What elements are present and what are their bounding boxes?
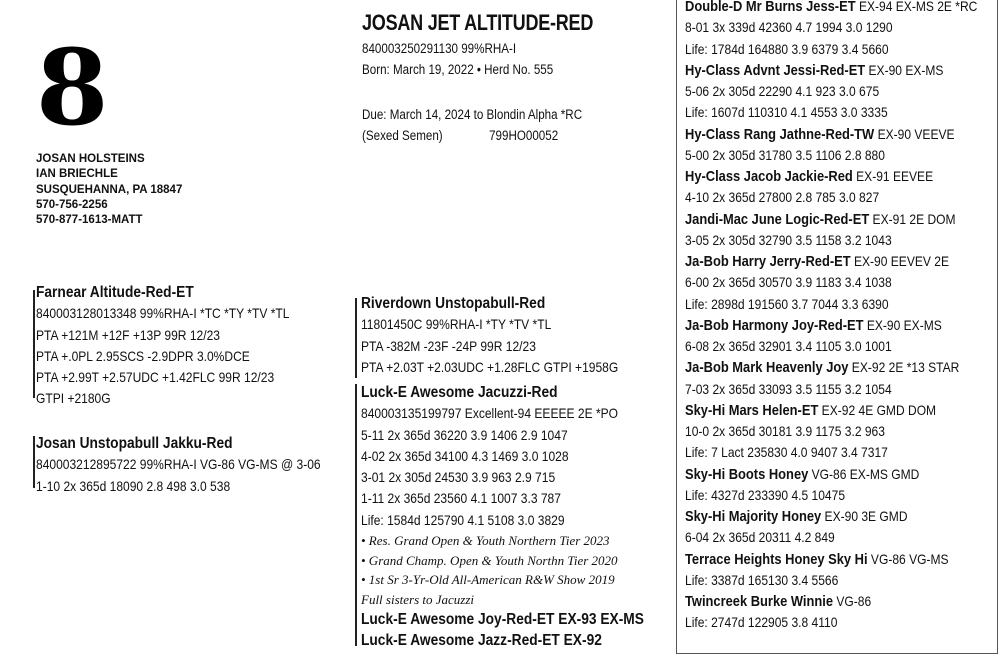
animal-born: Born: March 19, 2022 • Herd No. 555 [362, 62, 554, 77]
sire-line: Farnear Altitude-Red-ET [36, 284, 194, 301]
ancestor-record-line: 7-03 2x 365d 33093 3.5 1155 3.2 1054 [685, 380, 892, 397]
granddam-block [361, 382, 690, 652]
granddam-line: 4-02 2x 365d 34100 4.3 1469 3.0 1028 [361, 447, 569, 464]
ancestor-name: Ja-Bob Harry Jerry-Red-ET [685, 253, 851, 270]
ancestor-classification: EX-94 EX-MS 2E *RC [855, 0, 978, 14]
granddam-line: Luck-E Awesome Joy-Red-ET EX-93 EX-MS [361, 611, 644, 629]
sexed-label: (Sexed Semen) [362, 128, 443, 143]
ancestor-name-line [685, 251, 977, 272]
ancestor-name: Sky-Hi Boots Honey [685, 465, 809, 483]
ancestor-classification: EX-90 EEVEV 2E [850, 253, 949, 269]
sire-block [36, 282, 331, 410]
ancestor-record-line: 5-06 2x 305d 22290 4.1 923 3.0 675 [685, 83, 880, 99]
ancestor-name-line [685, 464, 977, 485]
granddam-line: Life: 1584d 125790 4.1 5108 3.0 3829 [361, 511, 565, 528]
ancestor-classification: EX-91 2E DOM [869, 210, 956, 227]
ancestor-classification: VG-86 [833, 593, 872, 609]
ancestor-record-line: Life: 3387d 165130 3.4 5566 [685, 571, 839, 588]
granddam-line: 3-01 2x 305d 24530 3.9 963 2.9 715 [361, 469, 556, 486]
ancestor-classification: EX-92 4E GMD DOM [818, 401, 937, 418]
ancestor-record-line: 5-00 2x 305d 31780 3.5 1106 2.8 880 [685, 146, 885, 163]
ancestor-name-line [685, 591, 977, 612]
animal-name-text: JOSAN JET ALTITUDE-RED [362, 10, 594, 35]
ancestor-classification: VG-86 EX-MS GMD [808, 465, 920, 482]
ancestor-name-line [685, 400, 977, 421]
granddam-line: Luck-E Awesome Jazz-Red-ET EX-92 [361, 632, 602, 650]
ancestor-name: Hy-Class Rang Jathne-Red-TW [685, 125, 875, 143]
sire-line: PTA +121M +12F +13P 99R 12/23 [36, 326, 220, 343]
ancestor-classification: EX-90 VEEVE [874, 125, 955, 142]
due-info [362, 104, 618, 146]
ancestor-name: Sky-Hi Mars Helen-ET [685, 401, 819, 419]
animal-name [362, 10, 644, 36]
ancestor-record-line: 6-00 2x 365d 30570 3.9 1183 3.4 1038 [685, 274, 892, 291]
sire-line: 840003128013348 99%RHA-I *TC *TY *TV *TL [36, 305, 290, 322]
maternal-sire-line: 11801450C 99%RHA-I *TY *TV *TL [361, 316, 552, 333]
ancestor-name-line [685, 60, 977, 81]
ancestor-name: Hy-Class Jacob Jackie-Red [685, 168, 853, 185]
ancestor-name: Double-D Mr Burns Jess-ET [685, 0, 856, 15]
lot-number: 8 [36, 26, 109, 149]
ancestor-record-line: 8-01 3x 339d 42360 4.7 1994 3.0 1290 [685, 19, 893, 36]
ancestor-name: Twincreek Burke Winnie [685, 593, 834, 610]
sire-line: GTPI +2180G [36, 390, 111, 407]
consignor-phone-2: 570-877-1613-MATT [36, 214, 143, 227]
ancestor-name: Sky-Hi Majority Honey [685, 508, 822, 525]
maternal-sire-line: PTA -382M -23F -24P 99R 12/23 [361, 337, 536, 354]
dam-block [36, 433, 367, 497]
ancestor-classification: EX-90 3E GMD [821, 508, 908, 524]
granddam-line: 5-11 2x 365d 36220 3.9 1406 2.9 1047 [361, 426, 568, 443]
sire-line: PTA +2.99T +2.57UDC +1.42FLC 99R 12/23 [36, 369, 275, 386]
maternal-sire-block [361, 293, 660, 378]
consignor-farm: JOSAN HOLSTEINS [36, 153, 145, 165]
ancestor-record-line: 6-04 2x 365d 20311 4.2 849 [685, 529, 835, 546]
ancestor-classification: EX-92 2E *13 STAR [848, 359, 960, 376]
ancestor-record-line: Life: 1784d 164880 3.9 6379 3.4 5660 [685, 40, 889, 57]
service-sire-reg: 799HO00052 [489, 128, 559, 143]
ancestor-record-line: Life: 7 Lact 235830 4.0 9407 3.4 7317 [685, 444, 888, 461]
granddam-line: 1-11 2x 365d 23560 4.1 1007 3.3 787 [361, 490, 561, 507]
sire-bracket [33, 290, 35, 398]
granddam-line: 840003135199797 Excellent-94 EEEEE 2E *PO [361, 405, 619, 422]
consignor-info [36, 152, 182, 228]
ancestor-name-line [685, 506, 977, 527]
granddam-line: • Res. Grand Open & Youth Northern Tier 2023 [361, 533, 610, 549]
ancestor-record-line: Life: 4327d 233390 4.5 10475 [685, 486, 846, 503]
ancestor-classification: EX-90 EX-MS [865, 61, 944, 78]
maternal-line-box [676, 0, 998, 654]
maternal-sire-line: PTA +2.03T +2.03UDC +1.28FLC GTPI +1958G [361, 358, 619, 375]
ancestor-name-line [685, 166, 977, 187]
ancestor-name: Terrace Heights Honey Sky Hi [685, 550, 868, 568]
ancestor-record-line: 3-05 2x 305d 32790 3.5 1158 3.2 1043 [685, 231, 892, 248]
ancestor-name-line [685, 357, 977, 378]
consignor-phone: 570-756-2256 [36, 198, 108, 211]
ancestor-classification: EX-90 EX-MS [863, 316, 942, 333]
animal-meta [362, 38, 584, 80]
dam-line: Josan Unstopabull Jakku-Red [36, 435, 233, 452]
consignor-address: SUSQUEHANNA, PA 18847 [36, 183, 183, 196]
granddam-line: • 1st Sr 3-Yr-Old All-American R&W Show 2019 [361, 572, 615, 588]
granddam-line: Luck-E Awesome Jacuzzi-Red [361, 384, 558, 401]
ancestor-name: Hy-Class Advnt Jessi-Red-ET [685, 61, 866, 79]
ancestor-record-line: Life: 2747d 122905 3.8 4110 [685, 614, 838, 631]
dam-line: 1-10 2x 365d 18090 2.8 498 3.0 538 [36, 477, 231, 494]
ancestor-name-line [685, 315, 977, 336]
ancestor-name-line [685, 0, 977, 17]
granddam-line: • Grand Champ. Open & Youth Northn Tier 2020 [361, 552, 618, 568]
consignor-owner: IAN BRIECHLE [36, 168, 118, 181]
maternal-sire-line: Riverdown Unstopabull-Red [361, 295, 546, 312]
granddam-bracket [355, 384, 357, 646]
ancestor-classification: VG-86 VG-MS [867, 550, 949, 567]
ancestor-name: Ja-Bob Harmony Joy-Red-ET [685, 316, 864, 334]
ancestor-record-line: Life: 1607d 110310 4.1 4553 3.0 3335 [685, 104, 888, 121]
ancestor-classification: EX-91 EEVEE [852, 168, 934, 184]
ancestor-name: Jandi-Mac June Logic-Red-ET [685, 210, 870, 228]
ancestor-record-line: 6-08 2x 365d 32901 3.4 1105 3.0 1001 [685, 338, 892, 354]
sexed-semen [362, 125, 582, 146]
ancestor-record-line: 4-10 2x 365d 27800 2.8 785 3.0 827 [685, 189, 880, 206]
maternal-sire-bracket [355, 298, 357, 378]
animal-id: 840003250291130 99%RHA-I [362, 41, 517, 56]
ancestor-name-line [685, 209, 977, 230]
maternal-line-list [685, 0, 1000, 634]
ancestor-name: Ja-Bob Mark Heavenly Joy [685, 359, 849, 377]
due-date: Due: March 14, 2024 to Blondin Alpha *RC [362, 107, 583, 122]
ancestor-name-line [685, 124, 977, 145]
dam-line: 840003212895722 99%RHA-I VG-86 VG-MS @ 3-06 [36, 456, 321, 473]
ancestor-name-line [685, 549, 977, 570]
dam-bracket [33, 436, 35, 488]
ancestor-record-line: Life: 2898d 191560 3.7 7044 3.3 6390 [685, 295, 889, 312]
sire-line: PTA +.0PL 2.95SCS -2.9DPR 3.0%DCE [36, 347, 250, 364]
granddam-line: Full sisters to Jacuzzi [361, 591, 475, 607]
ancestor-record-line: 10-0 2x 365d 30181 3.9 1175 3.2 963 [685, 423, 885, 439]
